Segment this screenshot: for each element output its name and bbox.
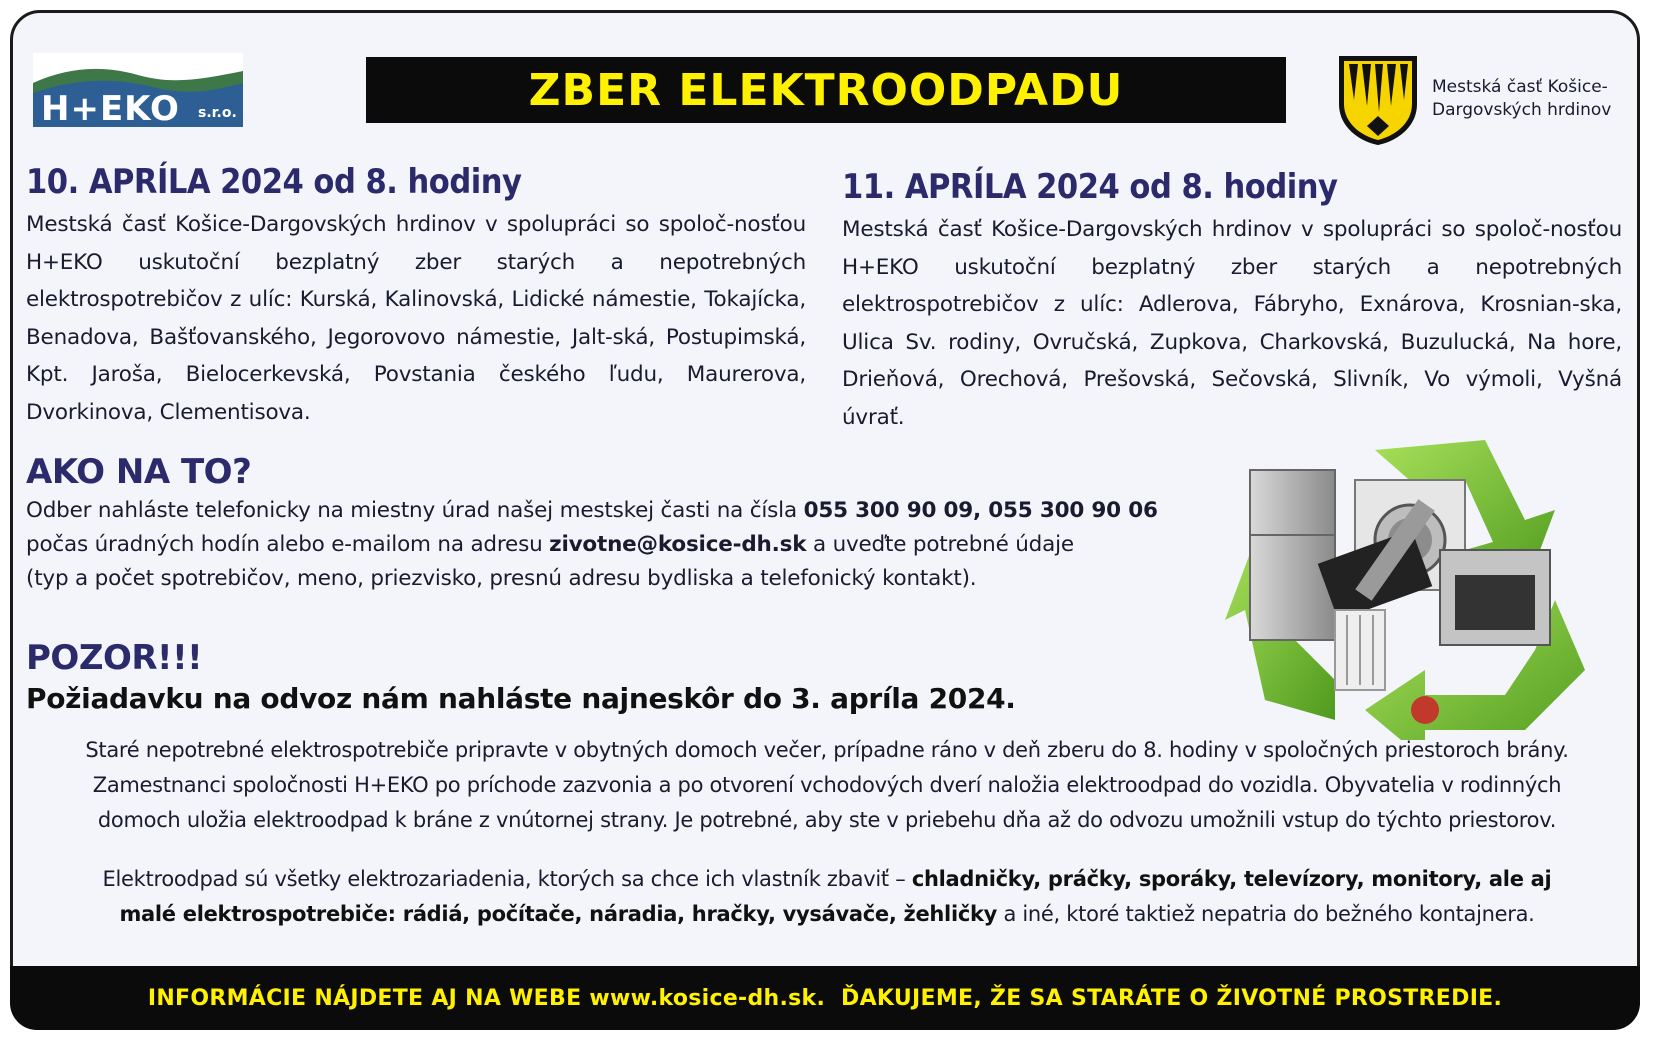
- definition-line1-bold: chladničky, práčky, sporáky, televízory, monitory, ale aj: [911, 867, 1552, 891]
- phone-numbers: 055 300 90 09, 055 300 90 06: [803, 498, 1158, 523]
- howto-line3: (typ a počet spotrebičov, meno, priezvisko, presnú adresu bydliska a telefonický kontakt).: [26, 566, 977, 591]
- howto-line1-text: Odber nahláste telefonicky na miestny úrad našej mestskej časti na čísla: [26, 498, 804, 523]
- recycle-appliances-icon: [1225, 440, 1595, 740]
- day2-heading: 11. APRÍLA 2024 od 8. hodiny: [842, 167, 1338, 207]
- definition-line2-text: a iné, ktoré taktiež nepatria do bežného kontajnera.: [997, 902, 1535, 926]
- definition-line1: [30, 862, 1624, 897]
- day1-text: Mestská časť Košice-Dargovských hrdinov v spolupráci so spoloč-nosťou H+EKO uskutoční bezplatný zber starých a nepotrebných elektrospotrebičov z ulíc: Kurská, Kalinovská, Lidické námestie, Tokajícka, Benadova, Bašťovanského, Jegorovovo námestie, Jalt-ská, Postupimská, Kpt. Jaroša, Bielocerkevská, Povstania českého ľudu, Maurerova, Dvorkinova, Clementisova.: [26, 212, 806, 425]
- coat-of-arms-icon: [1337, 54, 1419, 146]
- instructions-line3: domoch uložia elektroodpad k bráne z vnútornej strany. Je potrebné, aby ste v priebehu dňa až do odvozu umožnili vstup do týchto priestorov.: [97, 808, 1557, 832]
- howto-line1: [26, 494, 1226, 528]
- instructions-line2: Zamestnanci spoločnosti H+EKO po príchode zazvonia a po otvorení vchodových dverí naložia elektroodpad do vozidla. Obyvatelia v rodinných: [92, 773, 1562, 797]
- instructions: [30, 733, 1624, 838]
- email-address: zivotne@kosice-dh.sk: [549, 532, 807, 557]
- warning-text: Požiadavku na odvoz nám nahláste najneskôr do 3. apríla 2024.: [26, 682, 1016, 715]
- day2-text: Mestská časť Košice-Dargovských hrdinov v spolupráci so spoloč-nosťou H+EKO uskutoční bezplatný zber starých a nepotrebných elektrospotrebičov z ulíc: Adlerova, Fábryho, Exnárova, Krosnian-ska, Ulica Sv. rodiny, Ovručská, Zupkova, Charkovská, Buzulucká, Na hore, Drieňová, Orechová, Prešovská, Sečovská, Slivník, Vo výmoli, Vyšná úvrať.: [842, 217, 1622, 430]
- howto-heading: AKO NA TO?: [26, 452, 252, 492]
- district-name: [1432, 76, 1632, 122]
- instructions-line1: Staré nepotrebné elektrospotrebiče pripravte v obytných domoch večer, prípadne ráno v deň zberu do 8. hodiny v spoločných priestoroch brány.: [85, 738, 1569, 762]
- definition: [30, 862, 1624, 932]
- district-name-line1: Mestská časť Košice-: [1432, 77, 1608, 97]
- heko-logo-suffix: s.r.o.: [198, 105, 237, 121]
- warning-heading: POZOR!!!: [26, 638, 203, 678]
- page-title: ZBER ELEKTROODPADU: [528, 64, 1124, 116]
- definition-line2: [30, 897, 1624, 932]
- footer-text: INFORMÁCIE NÁJDETE AJ NA WEBE www.kosice-dh.sk. ĎAKUJEME, ŽE SA STARÁTE O ŽIVOTNÉ PROSTREDIE.: [147, 985, 1503, 1011]
- definition-line1-text: Elektroodpad sú všetky elektrozariadenia, ktorých sa chce ich vlastník zbaviť –: [102, 867, 912, 891]
- title-bar: [366, 57, 1286, 123]
- day1-heading: 10. APRÍLA 2024 od 8. hodiny: [26, 162, 522, 202]
- howto-line2-text: počas úradných hodín alebo e-mailom na adresu: [26, 532, 550, 557]
- district-name-line2: Dargovských hrdinov: [1432, 100, 1612, 120]
- howto-line2-post: a uveďte potrebné údaje: [806, 532, 1074, 557]
- definition-line2-bold: malé elektrospotrebiče: rádiá, počítače, náradia, hračky, vysávače, žehličky: [119, 902, 998, 926]
- footer-bar: [10, 966, 1640, 1030]
- howto-text: [26, 494, 1226, 596]
- heko-logo-brand: H+EKO: [41, 89, 180, 127]
- howto-line2: [26, 528, 1226, 562]
- heko-logo: [33, 53, 243, 127]
